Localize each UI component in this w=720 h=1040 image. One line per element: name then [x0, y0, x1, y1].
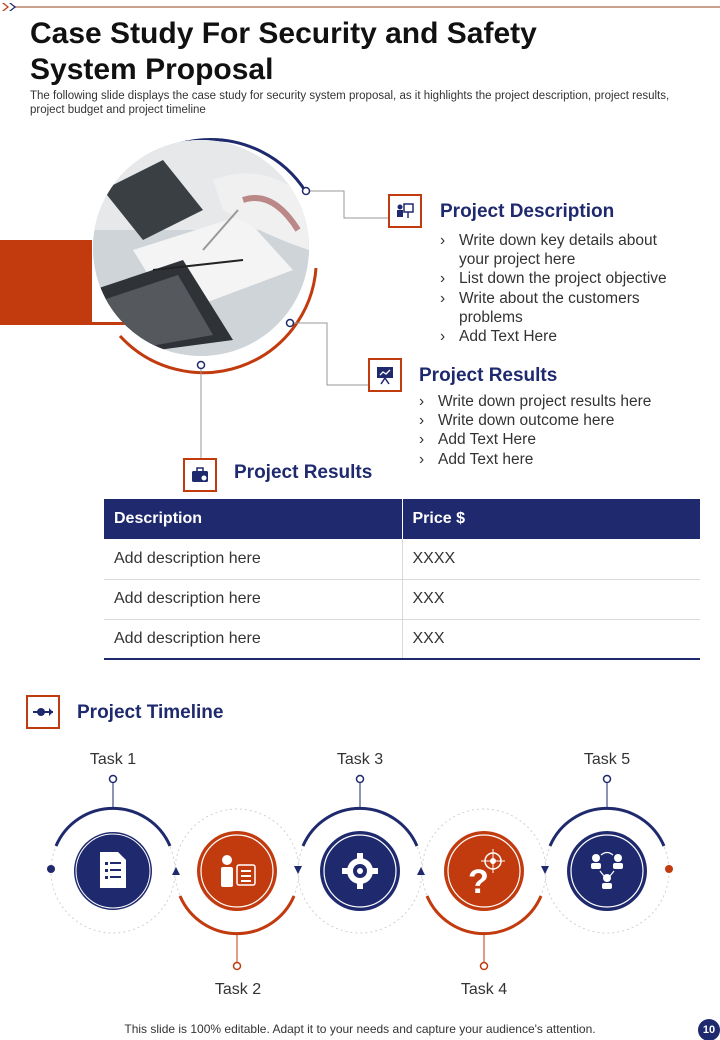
- project-description-title: Project Description: [440, 201, 615, 222]
- column-header: Description: [104, 499, 402, 539]
- table-row: [104, 619, 700, 659]
- table-row: [104, 579, 700, 619]
- presenter-icon: [388, 194, 422, 228]
- table-cell: Add description here: [104, 619, 402, 659]
- table-cell: XXX: [402, 619, 700, 659]
- list-item: › Add Text Here: [440, 327, 690, 346]
- timeline-diagram: [0, 770, 720, 980]
- list-item: › Write down key details about your project here: [440, 231, 690, 269]
- page-subtitle: The following slide displays the case study for security system proposal, as it highlights the project description, project results, project budget and project timeline: [30, 90, 670, 116]
- table-cell: XXXX: [402, 539, 700, 579]
- project-results-list: [419, 392, 699, 469]
- task-label: Task 2: [214, 981, 262, 998]
- list-item: › Write down project results here: [419, 392, 699, 411]
- list-item: › List down the project objective: [440, 269, 690, 288]
- table-cell: Add description here: [104, 539, 402, 579]
- list-item: › Write about the customers problems: [440, 289, 690, 327]
- project-description-list: [440, 231, 690, 346]
- timeline-icon: [26, 695, 60, 729]
- task-label: Task 3: [336, 751, 384, 768]
- timeline-title: Project Timeline: [77, 702, 224, 723]
- case-study-photo: [93, 140, 309, 356]
- svg-text:?: ?: [468, 863, 489, 901]
- task-label: Task 1: [89, 751, 137, 768]
- table-row: [104, 539, 700, 579]
- money-briefcase-icon: [183, 458, 217, 492]
- project-results-title: Project Results: [419, 365, 558, 386]
- budget-title: Project Results: [234, 462, 373, 483]
- table-header-row: [104, 499, 700, 539]
- footer-note: This slide is 100% editable. Adapt it to your needs and capture your audience's attention.: [124, 1022, 596, 1036]
- budget-table: [104, 499, 700, 660]
- table-cell: Add description here: [104, 579, 402, 619]
- column-header: Price $: [402, 499, 700, 539]
- page-number: 10: [698, 1019, 720, 1040]
- list-item: › Add Text here: [419, 450, 699, 469]
- task-label: Task 5: [583, 751, 631, 768]
- list-item: › Add Text Here: [419, 430, 699, 449]
- page-title: Case Study For Security and Safety System Proposal: [30, 17, 537, 86]
- presentation-chart-icon: [368, 358, 402, 392]
- table-cell: XXX: [402, 579, 700, 619]
- task-label: Task 4: [460, 981, 508, 998]
- document-checklist-icon: [100, 852, 126, 888]
- list-item: › Write down outcome here: [419, 411, 699, 430]
